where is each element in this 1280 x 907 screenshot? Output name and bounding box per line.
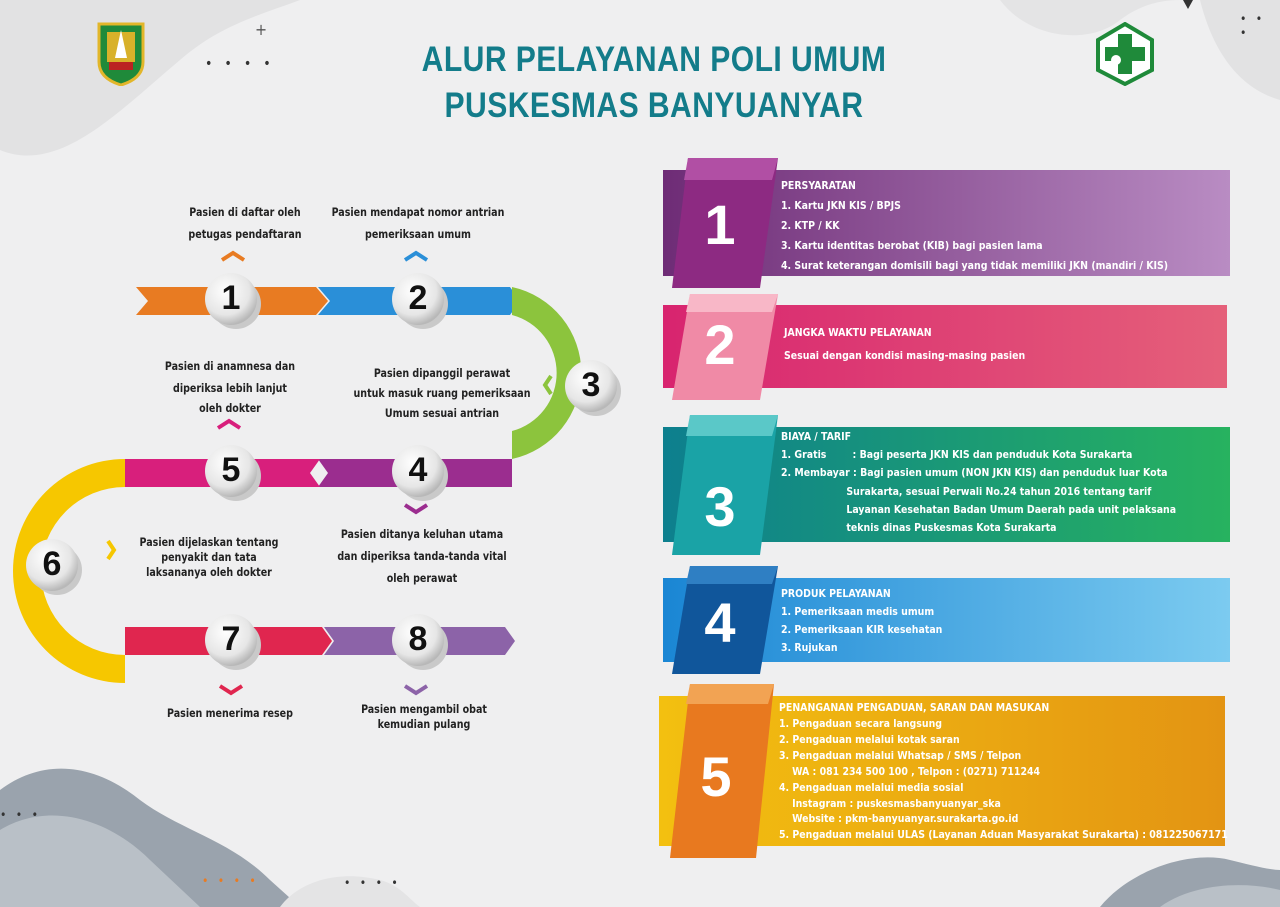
step-text-3: Pasien dipanggil perawat untuk masuk ruang pemeriksaan Umum sesuai antrian [353, 366, 531, 420]
step-number-1: 1 [221, 279, 241, 317]
decor-plus: + [255, 20, 268, 39]
step-number-4: 4 [408, 451, 428, 489]
card-5-line: 5. Pengaduan melalui ULAS (Layanan Aduan Masyarakat Surakarta) : 081225067171 [779, 828, 1228, 841]
card-3-line: teknis dinas Puskesmas Kota Surakarta [781, 521, 1057, 534]
card-1-line: 2. KTP / KK [781, 219, 840, 232]
card-3-line: Layanan Kesehatan Badan Umum Daerah pada unit pelaksana [781, 503, 1177, 516]
card-1-number: 1 [704, 193, 736, 256]
step-number-2: 2 [408, 279, 428, 317]
step-text-2: Pasien mendapat nomor antrian pemeriksaan umum [331, 205, 505, 241]
card-2-title: JANGKA WAKTU PELAYANAN [784, 326, 932, 339]
decor-dots-left: • • • [0, 808, 41, 822]
step-number-5: 5 [221, 451, 241, 489]
card-2-number: 2 [704, 313, 736, 376]
step-text-8: Pasien mengambil obat kemudian pulang [361, 702, 487, 731]
card-1-line: 3. Kartu identitas berobat (KIB) bagi pasien lama [781, 239, 1043, 252]
card-1-title: PERSYARATAN [781, 179, 856, 192]
step-number-7: 7 [221, 620, 241, 658]
decor-dots-bottom-2: • • • • [344, 876, 401, 890]
card-5-line: 1. Pengaduan secara langsung [779, 717, 942, 730]
page-title-line2: PUSKESMAS BANYUANYAR [444, 86, 864, 125]
card-5-line: 2. Pengaduan melalui kotak saran [779, 733, 960, 746]
card-5-line: 4. Pengaduan melalui media sosial [779, 781, 964, 794]
step-number-8: 8 [408, 620, 428, 658]
card-3-title: BIAYA / TARIF [781, 430, 852, 443]
card-4-number: 4 [704, 591, 736, 654]
card-3-number: 3 [704, 475, 736, 538]
card-5-title: PENANGANAN PENGADUAN, SARAN DAN MASUKAN [779, 701, 1050, 714]
decor-dots-top: • • • • [205, 56, 275, 72]
step-text-5: Pasien di anamnesa dan diperiksa lebih lanjut oleh dokter [164, 359, 296, 415]
card-3-line: Surakarta, sesuai Perwali No.24 tahun 2016 tentang tarif [781, 485, 1152, 498]
card-3-line: 1. Gratis : Bagi peserta JKN KIS dan penduduk Kota Surakarta [781, 448, 1133, 461]
card-4-title: PRODUK PELAYANAN [781, 587, 891, 600]
card-5-line: WA : 081 234 500 100 , Telpon : (0271) 711244 [779, 765, 1041, 778]
step-text-1: Pasien di daftar oleh petugas pendaftaran [188, 205, 302, 241]
card-5-number: 5 [700, 745, 732, 808]
page-title-line1: ALUR PELAYANAN POLI UMUM [421, 40, 887, 79]
card-1-line: 4. Surat keterangan domisili bagi yang tidak memiliki JKN (mandiri / KIS) [781, 259, 1169, 272]
card-3-line: 2. Membayar : Bagi pasien umum (NON JKN KIS) dan penduduk luar Kota [781, 466, 1168, 479]
step-text-6: Pasien dijelaskan tentang penyakit dan tata laksananya oleh dokter [139, 535, 279, 579]
step-text-4: Pasien ditanya keluhan utama dan diperiksa tanda-tanda vital oleh perawat [337, 527, 507, 585]
step-text-7: Pasien menerima resep [167, 706, 293, 720]
card-5-line: Instagram : puskesmasbanyuanyar_ska [779, 797, 1001, 810]
card-5-line: Website : pkm-banyuanyar.surakarta.go.id [779, 812, 1019, 825]
decor-dots-right: • • • [1240, 12, 1266, 40]
card-2-line: Sesuai dengan kondisi masing-masing pasien [784, 349, 1026, 362]
card-5-line: 3. Pengaduan melalui Whatsap / SMS / Telpon [779, 749, 1022, 762]
decor-dots-bottom: • • • • [202, 874, 259, 888]
step-number-6: 6 [42, 545, 62, 583]
step-number-3: 3 [581, 366, 601, 404]
card-1-line: 1. Kartu JKN KIS / BPJS [781, 199, 901, 212]
card-4-line: 3. Rujukan [781, 641, 838, 654]
card-4-line: 2. Pemeriksaan KIR kesehatan [781, 623, 943, 636]
card-4-line: 1. Pemeriksaan medis umum [781, 605, 935, 618]
